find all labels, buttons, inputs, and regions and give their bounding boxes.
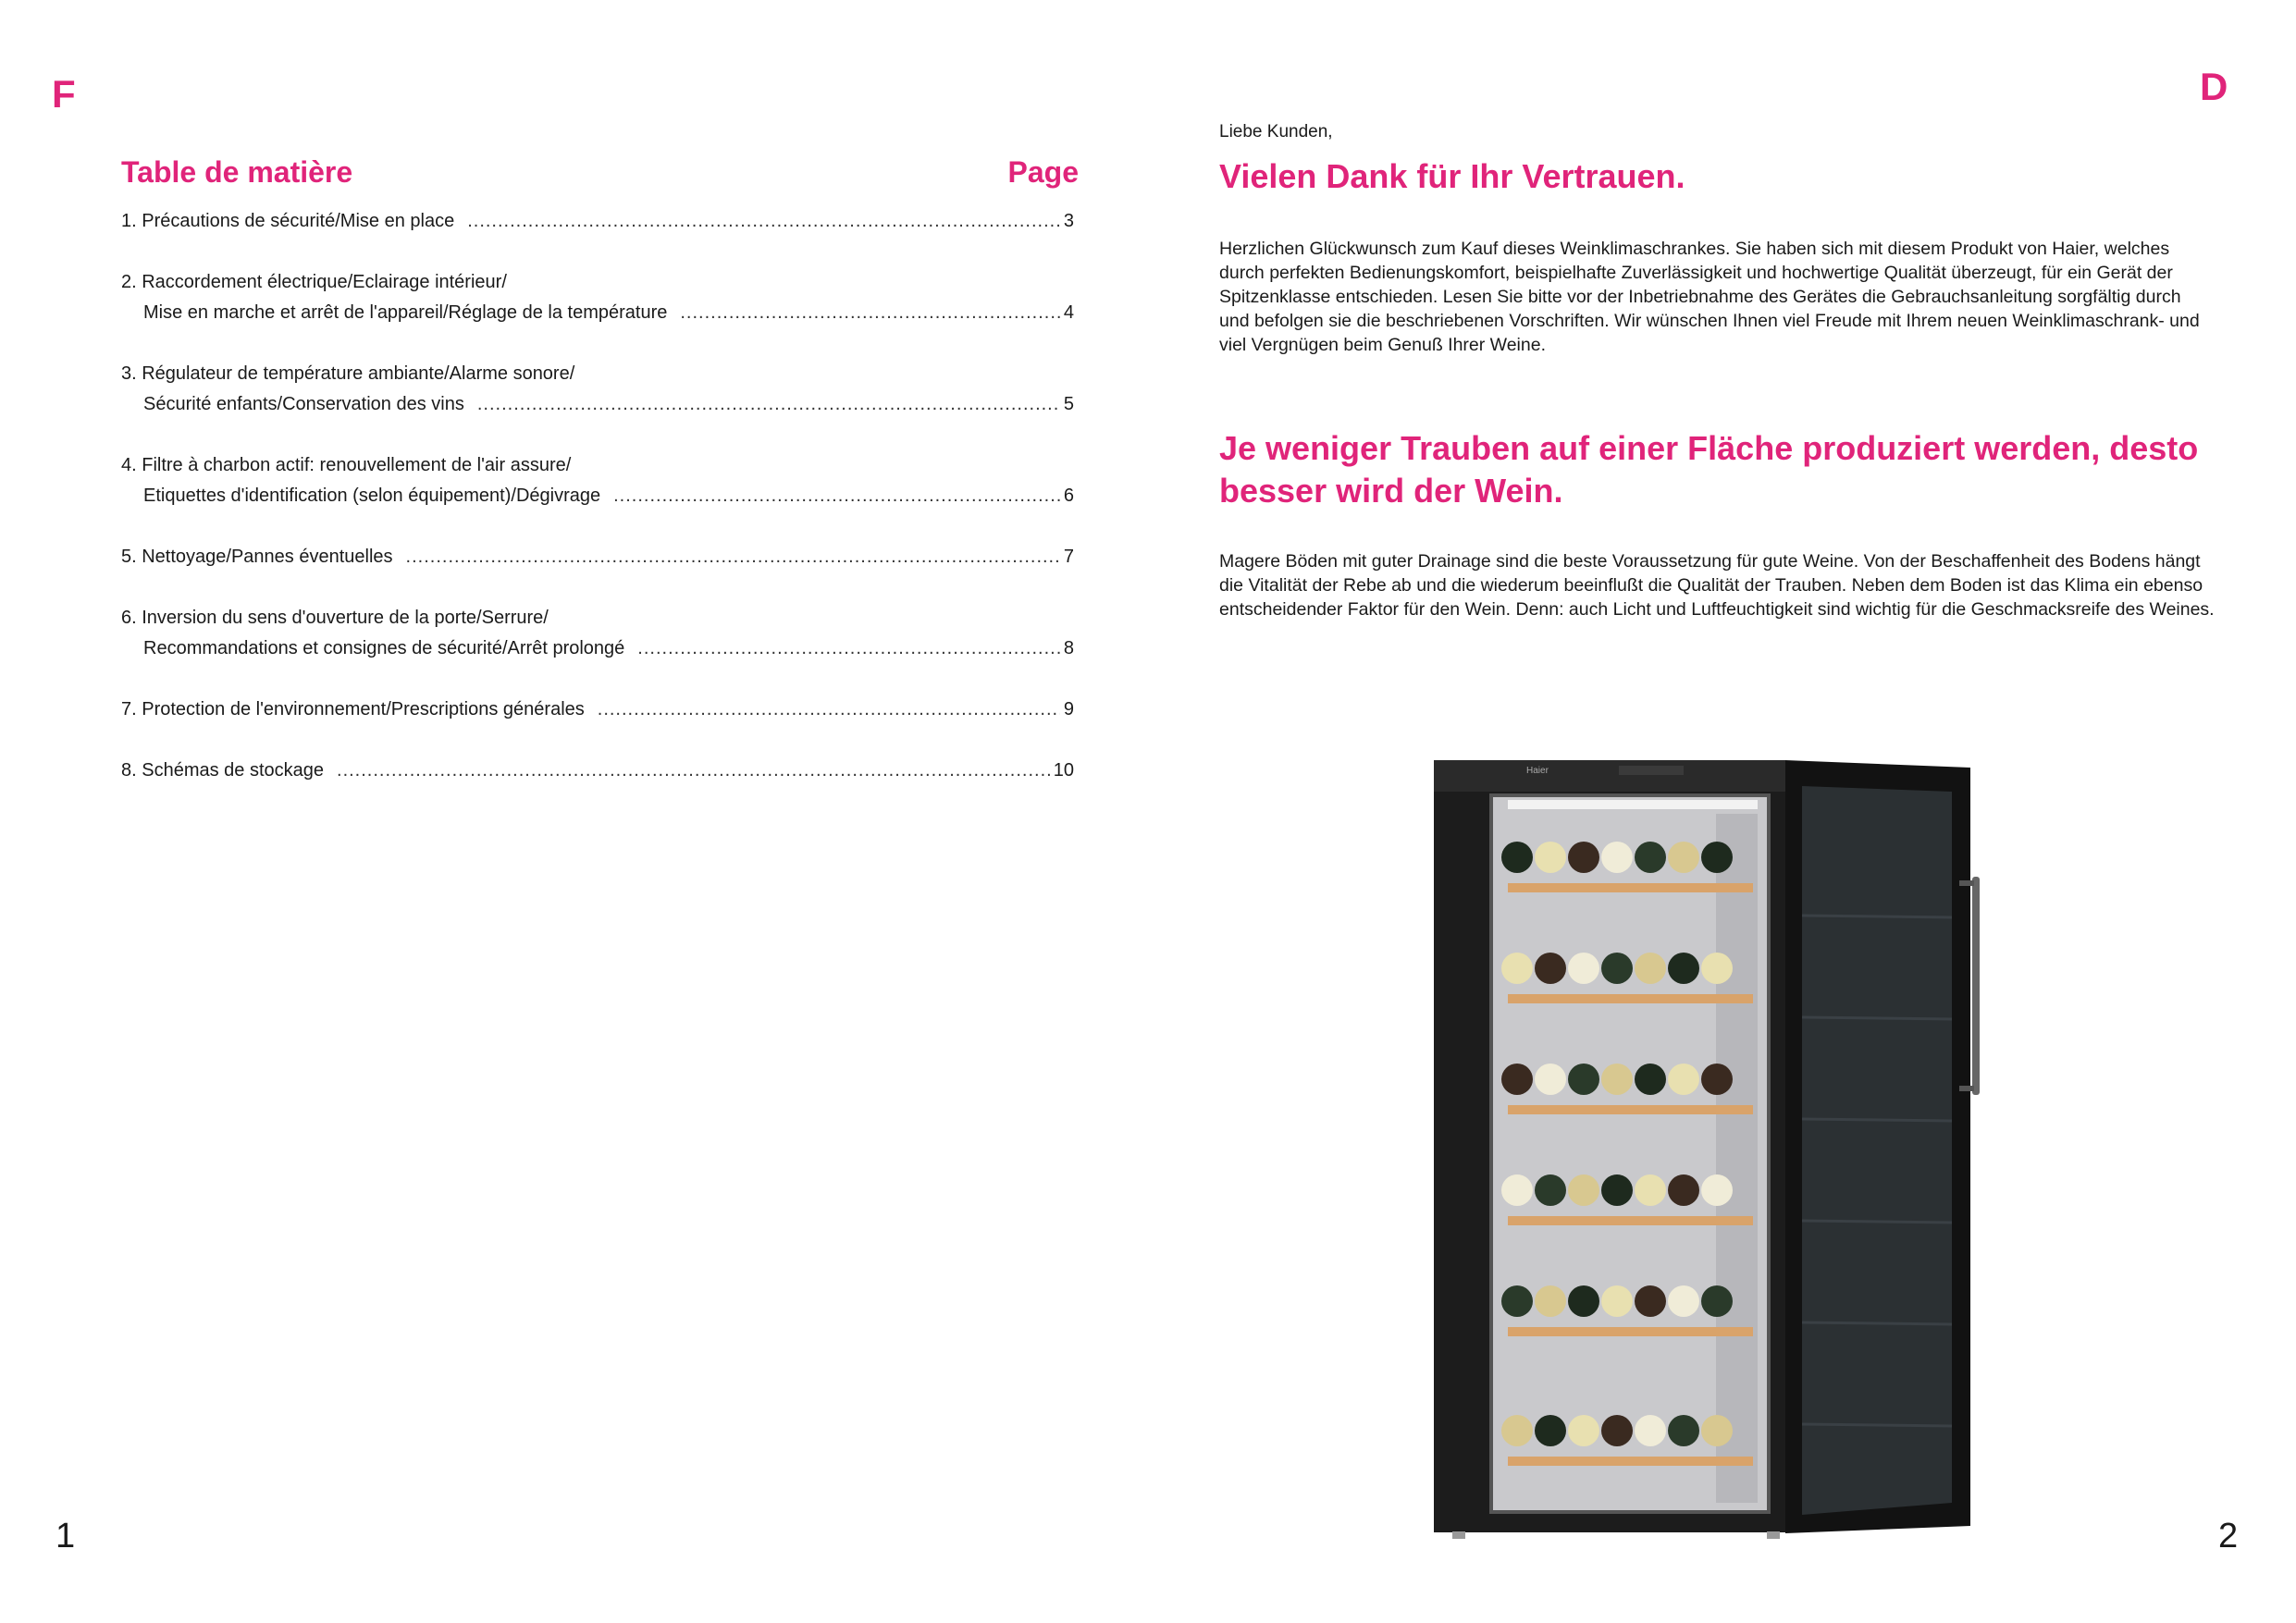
- toc-title: Table de matière: [121, 155, 353, 189]
- wine-bottle: [1501, 953, 1533, 984]
- toc-line-text: 3. Régulateur de température ambiante/Alarme sonore/: [121, 363, 575, 384]
- toc-page-number: 4: [1063, 302, 1074, 323]
- wine-bottle: [1701, 1064, 1733, 1095]
- toc-line: [121, 363, 1074, 394]
- wine-bottle: [1601, 842, 1633, 873]
- toc-page-number: 7: [1063, 547, 1074, 567]
- wine-bottle: [1668, 842, 1699, 873]
- wine-bottle: [1568, 1415, 1599, 1446]
- toc-line-text: Mise en marche et arrêt de l'appareil/Réglage de la température: [143, 302, 668, 323]
- page-number-right: 2: [2218, 1517, 2239, 1555]
- wine-bottle: [1668, 1285, 1699, 1317]
- wine-bottle: [1568, 1285, 1599, 1317]
- wine-bottle: [1535, 1174, 1566, 1206]
- wine-cabinet-image: [1434, 749, 2007, 1540]
- toc-line: [121, 638, 1074, 669]
- wine-bottle: [1568, 842, 1599, 873]
- toc-line-text: 8. Schémas de stockage: [121, 760, 325, 781]
- toc-header: [121, 155, 1079, 190]
- wine-bottle: [1668, 1415, 1699, 1446]
- greeting: Liebe Kunden,: [1219, 122, 1333, 141]
- toc-entry: [121, 455, 1074, 516]
- wine-bottle: [1701, 1415, 1733, 1446]
- wine-bottle: [1501, 1064, 1533, 1095]
- toc-line-text: 4. Filtre à charbon actif: renouvellement de l'air assure/: [121, 455, 572, 475]
- wine-bottle: [1635, 1415, 1666, 1446]
- wine-bottle: [1701, 1285, 1733, 1317]
- toc-line-text: Etiquettes d'identification (selon équipement)/Dégivrage: [143, 486, 601, 506]
- wooden-shelf: [1508, 1327, 1753, 1336]
- wooden-shelf: [1508, 1105, 1753, 1114]
- toc-leader-dots: [477, 394, 1060, 415]
- wooden-shelf: [1508, 994, 1753, 1003]
- soil-paragraph: Magere Böden mit guter Drainage sind die beste Voraussetzung für gute Weine. Von der Beschaffenheit des Bodens hängt die Vitalität der Rebe ab und die wiederum beeinflußt die Qualität der Trauben. Neben dem Boden ist das Klima ein ebenso entscheidender Faktor für den Wein. Denn: auch Licht und Luftfeuchtigkeit sind wichtig für die Geschmacksreife des Weines.: [1219, 551, 2215, 620]
- toc-entry: [121, 608, 1074, 669]
- wine-bottle: [1701, 1174, 1733, 1206]
- wooden-shelf: [1508, 1457, 1753, 1466]
- toc-page-number: 10: [1053, 760, 1074, 781]
- toc-line-text: Recommandations et consignes de sécurité/Arrêt prolongé: [143, 638, 625, 658]
- toc-leader-dots: [337, 760, 1050, 781]
- wine-bottle: [1568, 1174, 1599, 1206]
- wine-bottle: [1701, 953, 1733, 984]
- toc-leader-dots: [406, 547, 1060, 568]
- toc-line: [121, 760, 1074, 791]
- language-marker-german: D: [2200, 65, 2228, 108]
- intro-paragraph: Herzlichen Glückwunsch zum Kauf dieses Weinklimaschrankes. Sie haben sich mit diesem Produkt von Haier, welches durch perfekten Bedienungskomfort, beispielhafte Zuverlässigkeit und hochwertige Qualität überzeugt, für ein Gerät der Spitzenklasse entschieden. Lesen Sie bitte vor der Inbetriebnahme des Gerätes die Gebrauchsanleitung sorgfältig durch und befolgen sie die beschriebenen Vorschriften. Wir wünschen Ihnen viel Freude mit Ihrem neuen Weinklimaschrank- und viel Vergnügen beim Genuß Ihrer Weine.: [1219, 239, 2200, 355]
- wine-bottle: [1501, 1174, 1533, 1206]
- wine-bottle: [1635, 1174, 1666, 1206]
- wine-bottle: [1668, 1064, 1699, 1095]
- toc-line: [121, 272, 1074, 302]
- wine-bottle: [1668, 1174, 1699, 1206]
- wine-bottle: [1501, 842, 1533, 873]
- toc-page-label: Page: [1007, 155, 1079, 189]
- page-number-left: 1: [56, 1517, 76, 1555]
- toc-entry: [121, 363, 1074, 424]
- wooden-shelf: [1508, 883, 1753, 892]
- wine-bottle: [1535, 1064, 1566, 1095]
- language-marker-french: F: [52, 72, 76, 116]
- wine-bottle: [1635, 953, 1666, 984]
- cabinet-brand-logo: Haier: [1526, 766, 1549, 776]
- toc-line-text: 1. Précautions de sécurité/Mise en place: [121, 211, 455, 231]
- toc-leader-dots: [613, 486, 1060, 507]
- toc-entry: [121, 547, 1074, 577]
- heading-grapes: Je weniger Trauben auf einer Fläche produziert werden, desto besser wird der Wein.: [1219, 429, 2199, 510]
- toc-line-text: Sécurité enfants/Conservation des vins: [143, 394, 464, 414]
- wine-bottle: [1668, 953, 1699, 984]
- toc-line: [121, 699, 1074, 730]
- toc-entry: [121, 699, 1074, 730]
- wine-bottle: [1568, 1064, 1599, 1095]
- toc-line-text: 6. Inversion du sens d'ouverture de la porte/Serrure/: [121, 608, 549, 628]
- toc-line-text: 2. Raccordement électrique/Eclairage intérieur/: [121, 272, 507, 292]
- toc-entry: [121, 760, 1074, 791]
- wine-bottle: [1535, 1285, 1566, 1317]
- toc-leader-dots: [637, 638, 1060, 659]
- wine-bottle: [1601, 1064, 1633, 1095]
- toc-line: [121, 211, 1074, 241]
- toc-line-text: 7. Protection de l'environnement/Prescriptions générales: [121, 699, 585, 719]
- toc-entry: [121, 211, 1074, 241]
- toc-leader-dots: [680, 302, 1060, 324]
- wooden-shelf: [1508, 1216, 1753, 1225]
- wine-bottle: [1535, 1415, 1566, 1446]
- toc-page-number: 3: [1063, 211, 1074, 231]
- wine-bottle: [1601, 1415, 1633, 1446]
- toc-leader-dots: [467, 211, 1060, 232]
- wine-bottle: [1635, 842, 1666, 873]
- wine-bottle: [1568, 953, 1599, 984]
- toc-page-number: 9: [1063, 699, 1074, 719]
- toc-line: [121, 547, 1074, 577]
- wine-bottle: [1635, 1064, 1666, 1095]
- wine-bottle: [1601, 1174, 1633, 1206]
- wine-bottle: [1501, 1415, 1533, 1446]
- toc-line-text: 5. Nettoyage/Pannes éventuelles: [121, 547, 393, 567]
- toc-page-number: 6: [1063, 486, 1074, 506]
- toc-entry: [121, 272, 1074, 333]
- wine-bottle: [1501, 1285, 1533, 1317]
- wine-bottle: [1601, 953, 1633, 984]
- toc-line: [121, 394, 1074, 424]
- toc-line: [121, 455, 1074, 486]
- toc-line: [121, 486, 1074, 516]
- heading-thanks: Vielen Dank für Ihr Vertrauen.: [1219, 157, 1685, 195]
- toc-leader-dots: [598, 699, 1060, 720]
- wine-bottle: [1701, 842, 1733, 873]
- wine-bottle: [1535, 842, 1566, 873]
- toc-line: [121, 302, 1074, 333]
- wine-bottle: [1635, 1285, 1666, 1317]
- wine-bottle: [1601, 1285, 1633, 1317]
- table-of-contents: [121, 211, 1074, 821]
- toc-page-number: 8: [1063, 638, 1074, 658]
- wine-bottle: [1535, 953, 1566, 984]
- toc-line: [121, 608, 1074, 638]
- toc-page-number: 5: [1063, 394, 1074, 414]
